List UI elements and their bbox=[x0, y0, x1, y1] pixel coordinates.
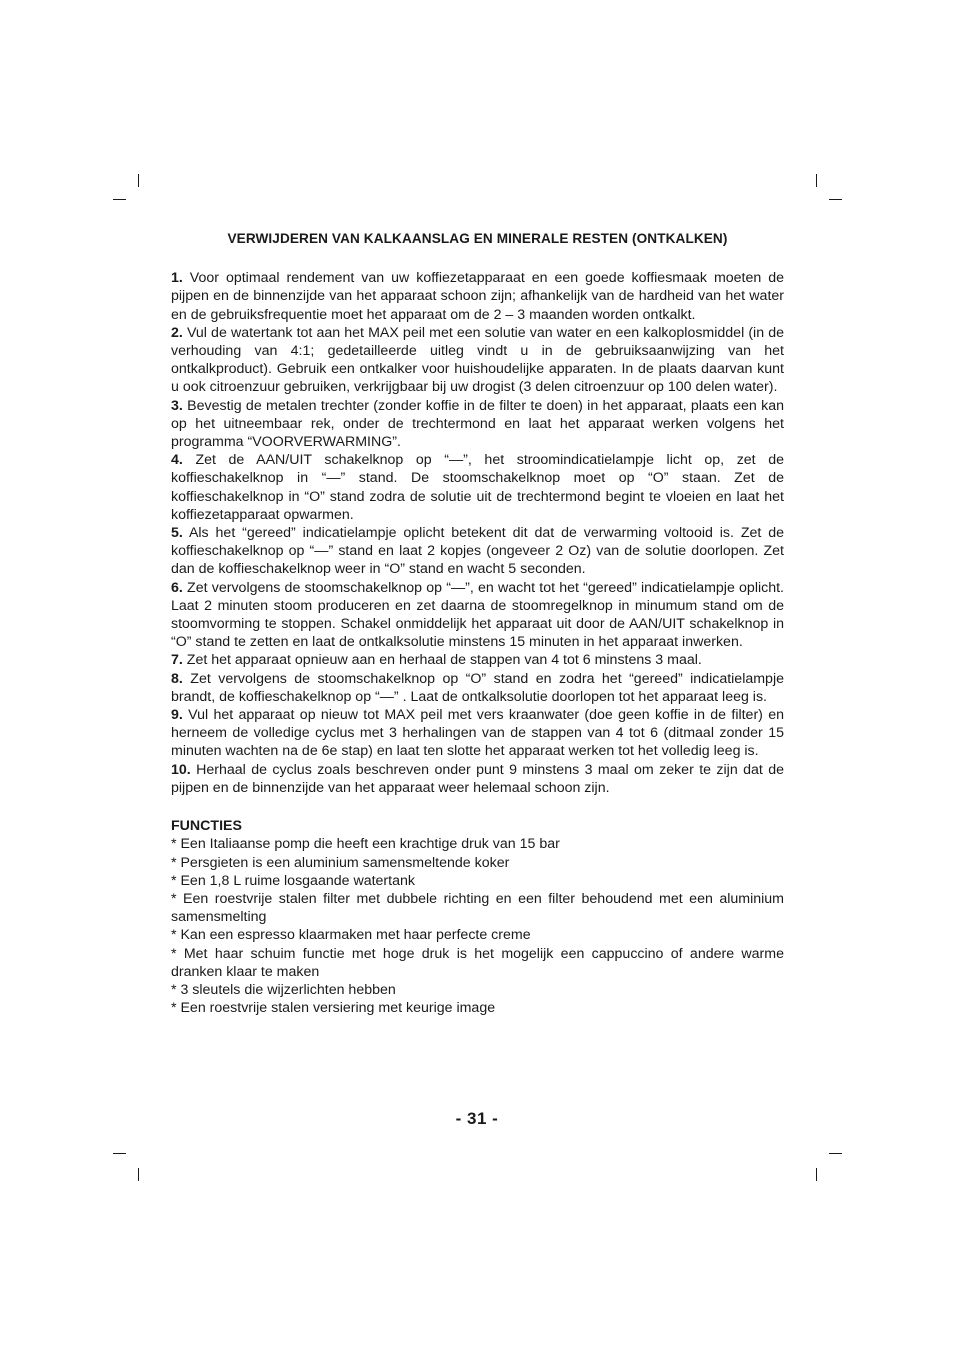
step-text: Zet het apparaat opnieuw aan en herhaal de stappen van 4 tot 6 minstens 3 maal. bbox=[182, 652, 702, 669]
step-2 bbox=[171, 324, 784, 397]
function-item: * Een roestvrije stalen versiering met keurige image bbox=[171, 1000, 496, 1017]
step-number: 1. bbox=[171, 270, 183, 287]
step-number: 4. bbox=[171, 452, 183, 469]
step-number: 2. bbox=[171, 324, 183, 341]
page-content bbox=[171, 230, 784, 1017]
step-text: Bevestig de metalen trechter (zonder koffie in de filter te doen) in het apparaat, plaats een kan op het uitneembaar rek, onder de trechtermond en laat het apparaat werken volgens het programma “VOORVERWARMING”. bbox=[171, 397, 784, 451]
functions-list bbox=[171, 835, 784, 1017]
step-4 bbox=[171, 451, 784, 524]
step-number: 5. bbox=[171, 525, 183, 542]
crop-mark-top-left-vertical bbox=[138, 174, 139, 187]
step-7 bbox=[171, 651, 784, 669]
function-item: * Persgieten is een aluminium samensmeltende koker bbox=[171, 854, 510, 871]
step-number: 3. bbox=[171, 397, 183, 414]
function-item: * 3 sleutels die wijzerlichten hebben bbox=[171, 981, 396, 998]
step-number: 10. bbox=[171, 761, 191, 778]
crop-mark-top-right-horizontal bbox=[829, 199, 842, 200]
step-text: Herhaal de cyclus zoals beschreven onder punt 9 minstens 3 maal om zeker te zijn dat de pijpen en de binnenzijde van het apparaat weer helemaal schoon zijn. bbox=[171, 761, 784, 796]
step-number: 7. bbox=[171, 652, 183, 669]
step-10 bbox=[171, 761, 784, 797]
function-item: * Een Italiaanse pomp die heeft een krachtige druk van 15 bar bbox=[171, 836, 560, 853]
step-text: Als het “gereed” indicatielampje oplicht betekent dit dat de verwarming voltooid is. Zet de koffieschakelknop op “—” stand en laat 2 kopjes (ongeveer 2 Oz) van de solutie doorlopen. Zet dan de koffieschakelknop weer in “O” stand en wacht 5 seconden. bbox=[171, 525, 784, 578]
step-text: Vul het apparaat op nieuw tot MAX peil met vers kraanwater (doe geen koffie in de filter) en herneem de volledige cyclus met 3 herhalingen van de stappen van 4 tot 6 (ditmaal zonder 15 minuten wachten na de 6e stap) en laat ten slotte het apparaat werken tot het volledig leeg is. bbox=[171, 707, 784, 760]
step-number: 8. bbox=[171, 670, 183, 687]
crop-mark-bottom-left-vertical bbox=[138, 1168, 139, 1181]
step-text: Zet de AAN/UIT schakelknop op “—”, het stroomindicatielampje licht op, zet de koffieschakelknop in “—” stand. De stoomschakelknop moet op “O” staan. Zet de koffieschakelknop in “O” stand zodra de solutie uit de trechtermond begint te vloeien en laat het koffiezetapparaat opwarmen. bbox=[171, 452, 784, 523]
descaling-steps bbox=[171, 269, 784, 797]
function-item: * Kan een espresso klaarmaken met haar perfecte creme bbox=[171, 927, 531, 944]
step-text: Zet vervolgens de stoomschakelknop op “O” stand en zodra het “gereed” indicatielampje brandt, de koffieschakelknop op “—” . Laat de ontkalksolutie doorlopen tot het apparaat leeg is. bbox=[171, 670, 784, 705]
step-8 bbox=[171, 670, 784, 706]
step-number: 9. bbox=[171, 707, 183, 724]
crop-mark-bottom-right-vertical bbox=[816, 1168, 817, 1181]
crop-mark-top-left-horizontal bbox=[113, 199, 126, 200]
functions-heading: FUNCTIES bbox=[171, 818, 242, 835]
step-3 bbox=[171, 397, 784, 452]
crop-mark-bottom-left-horizontal bbox=[113, 1153, 126, 1154]
step-1 bbox=[171, 269, 784, 324]
crop-mark-bottom-right-horizontal bbox=[829, 1153, 842, 1154]
function-item: * Met haar schuim functie met hoge druk is het mogelijk een cappuccino of andere warme dranken klaar te maken bbox=[171, 945, 784, 980]
step-text: Vul de watertank tot aan het MAX peil met een solutie van water en een kalkoplosmiddel (in de verhouding van 4:1; gedetailleerde uitleg vindt u in de gebruiksaanwijzing van het ontkalkproduct). Gebruik een ontkalker voor huishoudelijke apparaten. In de plaats daarvan kunt u ook citroenzuur gebruiken, verkrijgbaar bij uw drogist (3 delen citroenzuur op 100 delen water). bbox=[171, 324, 784, 396]
function-item: * Een roestvrije stalen filter met dubbele richting en een filter behoudend met een aluminium samensmelting bbox=[171, 890, 784, 926]
step-text: Zet vervolgens de stoomschakelknop op “—”, en wacht tot het “gereed” indicatielampje oplicht. Laat 2 minuten stoom produceren en zet daarna de stoomregelknop in minumum stand om de stoomvorming te stoppen. Schakel onmiddelijk het apparaat uit door de AAN/UIT schakelknop in “O” stand te zetten en laat de ontkalksolutie minstens 15 minuten in het apparaat inwerken. bbox=[171, 579, 784, 651]
step-number: 6. bbox=[171, 579, 183, 596]
function-item: * Een 1,8 L ruime losgaande watertank bbox=[171, 872, 415, 889]
step-5 bbox=[171, 524, 784, 579]
step-9 bbox=[171, 706, 784, 761]
step-6 bbox=[171, 579, 784, 652]
crop-mark-top-right-vertical bbox=[816, 174, 817, 187]
page-title: VERWIJDEREN VAN KALKAANSLAG EN MINERALE RESTEN (ONTKALKEN) bbox=[227, 231, 728, 246]
step-text: Voor optimaal rendement van uw koffiezetapparaat en een goede koffiesmaak moeten de pijpen en de binnenzijde van het apparaat schoon zijn; afhankelijk van de hardheid van het water en de gebruiksfrequentie moet het apparaat om de 2 – 3 maanden worden ontkalkt. bbox=[171, 270, 784, 323]
page-number: - 31 - bbox=[455, 1109, 499, 1128]
